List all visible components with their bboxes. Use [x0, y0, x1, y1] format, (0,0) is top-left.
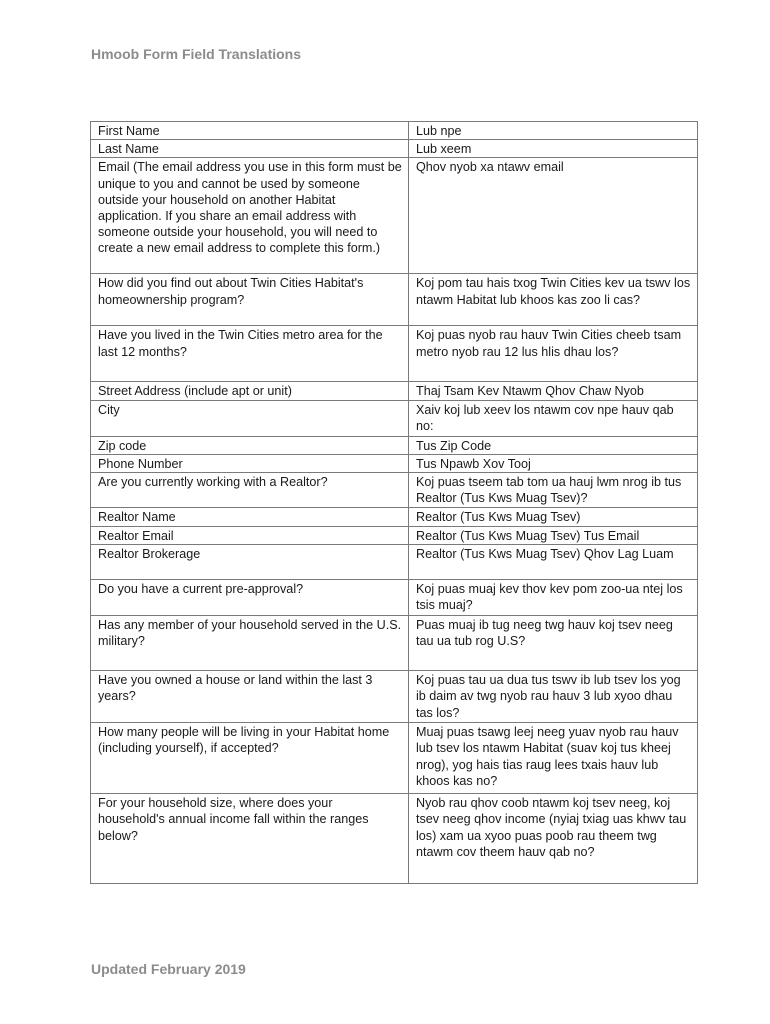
hmong-field-translation: Realtor (Tus Kws Muag Tsev) Qhov Lag Luam	[409, 545, 698, 580]
hmong-field-translation: Koj puas muaj kev thov kev pom zoo-ua ntej los tsis muaj?	[409, 580, 698, 616]
english-field-label: Has any member of your household served in the U.S. military?	[91, 616, 409, 671]
table-row	[91, 671, 698, 723]
hmong-field-translation: Lub npe	[409, 122, 698, 140]
table-row	[91, 580, 698, 616]
english-field-label: Zip code	[91, 436, 409, 454]
table-row	[91, 400, 698, 436]
translation-table	[90, 121, 698, 884]
table-row	[91, 382, 698, 400]
hmong-field-translation: Tus Zip Code	[409, 436, 698, 454]
table-row	[91, 545, 698, 580]
table-row	[91, 122, 698, 140]
page-footer-updated: Updated February 2019	[91, 961, 246, 977]
table-row	[91, 158, 698, 274]
english-field-label: Email (The email address you use in this form must be unique to you and cannot be used by someone outside your household on another Habitat application. If you share an email address with someone outside your household, you will need to create a new email address to complete this form.)	[91, 158, 409, 274]
hmong-field-translation: Puas muaj ib tug neeg twg hauv koj tsev neeg tau ua tub rog U.S?	[409, 616, 698, 671]
table-row	[91, 527, 698, 545]
table-row	[91, 616, 698, 671]
hmong-field-translation: Qhov nyob xa ntawv email	[409, 158, 698, 274]
page-header-title: Hmoob Form Field Translations	[91, 46, 302, 62]
english-field-label: City	[91, 400, 409, 436]
hmong-field-translation: Tus Npawb Xov Tooj	[409, 454, 698, 472]
english-field-label: Are you currently working with a Realtor?	[91, 473, 409, 508]
english-field-label: Street Address (include apt or unit)	[91, 382, 409, 400]
hmong-field-translation: Xaiv koj lub xeev los ntawm cov npe hauv qab no:	[409, 400, 698, 436]
hmong-field-translation: Lub xeem	[409, 140, 698, 158]
english-field-label: Phone Number	[91, 454, 409, 472]
table-row	[91, 723, 698, 794]
english-field-label: Realtor Brokerage	[91, 545, 409, 580]
hmong-field-translation: Nyob rau qhov coob ntawm koj tsev neeg, koj tsev neeg qhov income (nyiaj txiag uas khwv tau los) xam ua xyoo puas poob rau theem twg ntawm cov theem hauv qab no?	[409, 794, 698, 884]
table-row	[91, 326, 698, 382]
table-row	[91, 508, 698, 527]
english-field-label: How did you find out about Twin Cities Habitat's homeownership program?	[91, 274, 409, 326]
table-row	[91, 454, 698, 472]
table-row	[91, 274, 698, 326]
hmong-field-translation: Koj pom tau hais txog Twin Cities kev ua tswv los ntawm Habitat lub khoos kas zoo li cas?	[409, 274, 698, 326]
hmong-field-translation: Koj puas nyob rau hauv Twin Cities cheeb tsam metro nyob rau 12 lus hlis dhau los?	[409, 326, 698, 382]
table-row	[91, 473, 698, 508]
english-field-label: Realtor Name	[91, 508, 409, 527]
hmong-field-translation: Realtor (Tus Kws Muag Tsev)	[409, 508, 698, 527]
english-field-label: Realtor Email	[91, 527, 409, 545]
english-field-label: First Name	[91, 122, 409, 140]
table-row	[91, 436, 698, 454]
hmong-field-translation: Realtor (Tus Kws Muag Tsev) Tus Email	[409, 527, 698, 545]
table-row	[91, 794, 698, 884]
english-field-label: Do you have a current pre-approval?	[91, 580, 409, 616]
table-row	[91, 140, 698, 158]
english-field-label: For your household size, where does your household's annual income fall within the ranges below?	[91, 794, 409, 884]
english-field-label: Last Name	[91, 140, 409, 158]
hmong-field-translation: Koj puas tseem tab tom ua hauj lwm nrog ib tus Realtor (Tus Kws Muag Tsev)?	[409, 473, 698, 508]
hmong-field-translation: Muaj puas tsawg leej neeg yuav nyob rau hauv lub tsev los ntawm Habitat (suav koj tus kheej nrog), yog hais tias raug lees txais hauv lub khoos kas no?	[409, 723, 698, 794]
hmong-field-translation: Thaj Tsam Kev Ntawm Qhov Chaw Nyob	[409, 382, 698, 400]
english-field-label: Have you lived in the Twin Cities metro area for the last 12 months?	[91, 326, 409, 382]
english-field-label: How many people will be living in your Habitat home (including yourself), if accepted?	[91, 723, 409, 794]
english-field-label: Have you owned a house or land within the last 3 years?	[91, 671, 409, 723]
hmong-field-translation: Koj puas tau ua dua tus tswv ib lub tsev los yog ib daim av twg nyob rau hauv 3 lub xyoo dhau tas los?	[409, 671, 698, 723]
